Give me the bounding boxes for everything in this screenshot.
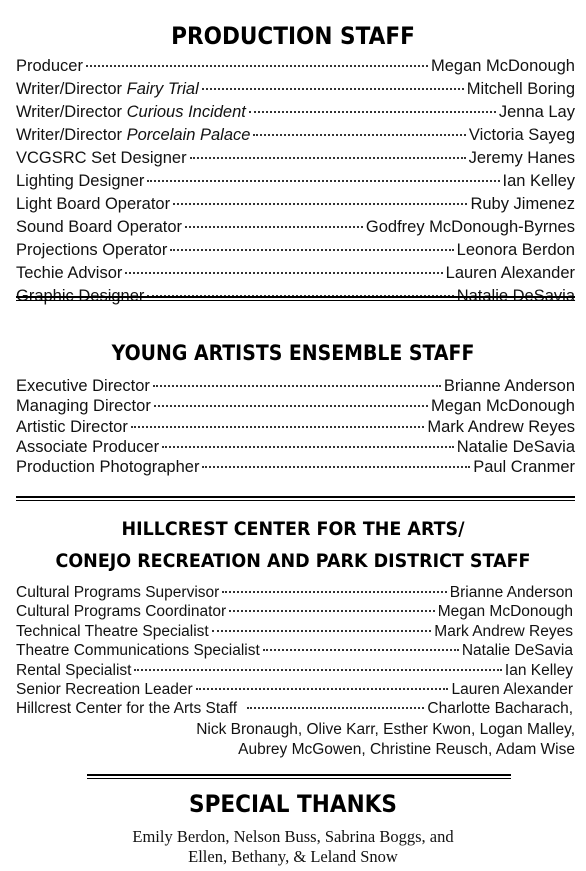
staff-name: Ian Kelley [504, 661, 573, 679]
dot-leader [131, 426, 425, 428]
staff-role: Theatre Communications Specialist [16, 642, 260, 660]
staff-name: Lauren Alexander [445, 264, 575, 282]
staff-role: Technical Theatre Specialist [16, 622, 209, 640]
staff-name: Mark Andrew Reyes [427, 417, 575, 436]
dot-leader [86, 65, 428, 67]
special-thanks-line1: Emily Berdon, Nelson Buss, Sabrina Boggs, and [132, 827, 454, 846]
dot-leader [229, 610, 435, 612]
staff-row [16, 603, 573, 622]
dot-leader [196, 688, 449, 690]
dot-leader [162, 446, 454, 448]
staff-role: Artistic Director [16, 417, 128, 436]
staff-row [16, 458, 575, 478]
staff-name: Natalie DeSavia [461, 642, 573, 660]
staff-role: Cultural Programs Supervisor [16, 584, 220, 601]
section-divider [16, 296, 575, 298]
staff-role: Cultural Programs Coordinator [16, 603, 227, 621]
staff-row [16, 584, 573, 603]
staff-role [16, 103, 246, 122]
staff-role: Rental Specialist [16, 661, 132, 679]
staff-name: Mitchell Boring [466, 80, 575, 98]
production-title: Porcelain Palace [126, 126, 251, 144]
staff-name: Mark Andrew Reyes [434, 622, 573, 640]
section-divider [16, 496, 575, 498]
staff-role: Light Board Operator [16, 195, 171, 213]
staff-row [16, 149, 575, 172]
dot-leader [185, 226, 363, 228]
staff-name-continuation: Nick Bronaugh, Olive Karr, Esther Kwon, Logan Malley, [196, 721, 575, 738]
staff-row [16, 103, 575, 126]
staff-row [16, 662, 573, 681]
staff-row [16, 57, 575, 80]
staff-row [16, 80, 575, 103]
ensemble-staff-list [16, 377, 575, 478]
staff-row [16, 397, 575, 417]
staff-name: Charlotte Bacharach, [427, 700, 573, 718]
staff-row [16, 241, 575, 264]
staff-name: Lauren Alexander [451, 680, 573, 698]
hillcrest-heading-line1: HILLCREST CENTER FOR THE ARTS/ [121, 518, 465, 540]
staff-role: Senior Recreation Leader [16, 680, 193, 698]
staff-name: Natalie DeSavia [456, 287, 575, 305]
staff-name: Jenna Lay [498, 103, 575, 121]
dot-leader [249, 111, 496, 113]
staff-row [16, 623, 573, 642]
hillcrest-staff-list [16, 584, 573, 720]
staff-role [16, 80, 199, 99]
production-title: Curious Incident [126, 103, 246, 121]
staff-row [16, 126, 575, 149]
staff-name: Megan McDonough [430, 57, 575, 75]
staff-name: Brianne Anderson [449, 584, 573, 601]
staff-row [16, 264, 575, 287]
staff-role: Managing Director [16, 397, 151, 416]
dot-leader [190, 157, 466, 159]
dot-leader [202, 466, 470, 468]
special-thanks-line2: Ellen, Bethany, & Leland Snow [188, 847, 398, 866]
staff-name: Leonora Berdon [456, 241, 575, 259]
staff-name: Paul Cranmer [473, 458, 575, 477]
staff-row [16, 377, 575, 397]
staff-row [16, 287, 575, 310]
staff-name: Megan McDonough [437, 603, 573, 621]
dot-leader [147, 180, 499, 182]
role-text: Writer/Director [16, 103, 127, 121]
staff-row [16, 195, 575, 218]
role-text: Writer/Director [16, 80, 127, 98]
staff-role: Production Photographer [16, 458, 200, 477]
staff-role: Lighting Designer [16, 172, 145, 190]
staff-name: Megan McDonough [430, 397, 575, 416]
staff-role: Executive Director [16, 377, 150, 395]
production-staff-list [16, 57, 575, 310]
staff-role [16, 126, 250, 145]
staff-role: Sound Board Operator [16, 218, 183, 236]
ensemble-staff-heading: YOUNG ARTISTS ENSEMBLE STAFF [111, 341, 475, 365]
dot-leader [170, 249, 453, 251]
dot-leader [263, 649, 459, 651]
staff-name: Ian Kelley [502, 172, 575, 190]
staff-row [16, 172, 575, 195]
staff-role: Graphic Designer [16, 287, 145, 305]
staff-role: Associate Producer [16, 437, 160, 456]
section-divider [87, 774, 511, 776]
staff-role: Hillcrest Center for the Arts Staff [16, 700, 238, 718]
staff-role: VCGSRC Set Designer [16, 149, 187, 167]
staff-name: Victoria Sayeg [468, 126, 575, 144]
staff-name: Brianne Anderson [443, 377, 575, 395]
staff-role: Techie Advisor [16, 264, 123, 282]
dot-leader [154, 405, 428, 407]
production-staff-heading: PRODUCTION STAFF [171, 22, 415, 50]
dot-leader [134, 669, 501, 671]
special-thanks-heading: SPECIAL THANKS [189, 790, 397, 818]
staff-row [16, 418, 575, 438]
staff-role: Projections Operator [16, 241, 168, 259]
staff-row [16, 438, 575, 458]
staff-name: Ruby Jimenez [470, 195, 575, 213]
dot-leader [153, 385, 441, 387]
staff-name: Godfrey McDonough-Byrnes [365, 218, 575, 236]
staff-row [16, 642, 573, 661]
hillcrest-heading-line2: CONEJO RECREATION AND PARK DISTRICT STAFF [55, 550, 531, 572]
dot-leader [247, 707, 424, 709]
dot-leader [125, 272, 442, 274]
dot-leader [222, 591, 446, 593]
staff-row [16, 218, 575, 241]
staff-role: Producer [16, 57, 83, 75]
dot-leader [173, 203, 467, 205]
production-title: Fairy Trial [126, 80, 199, 98]
role-text: Writer/Director [16, 126, 127, 144]
staff-name: Jeremy Hanes [468, 149, 575, 167]
staff-name-continuation: Aubrey McGowen, Christine Reusch, Adam Wise [238, 741, 575, 758]
dot-leader [202, 88, 464, 90]
dot-leader [212, 630, 432, 632]
staff-row [16, 681, 573, 700]
staff-name: Natalie DeSavia [456, 437, 575, 456]
staff-row [16, 700, 573, 719]
dot-leader [253, 134, 465, 136]
